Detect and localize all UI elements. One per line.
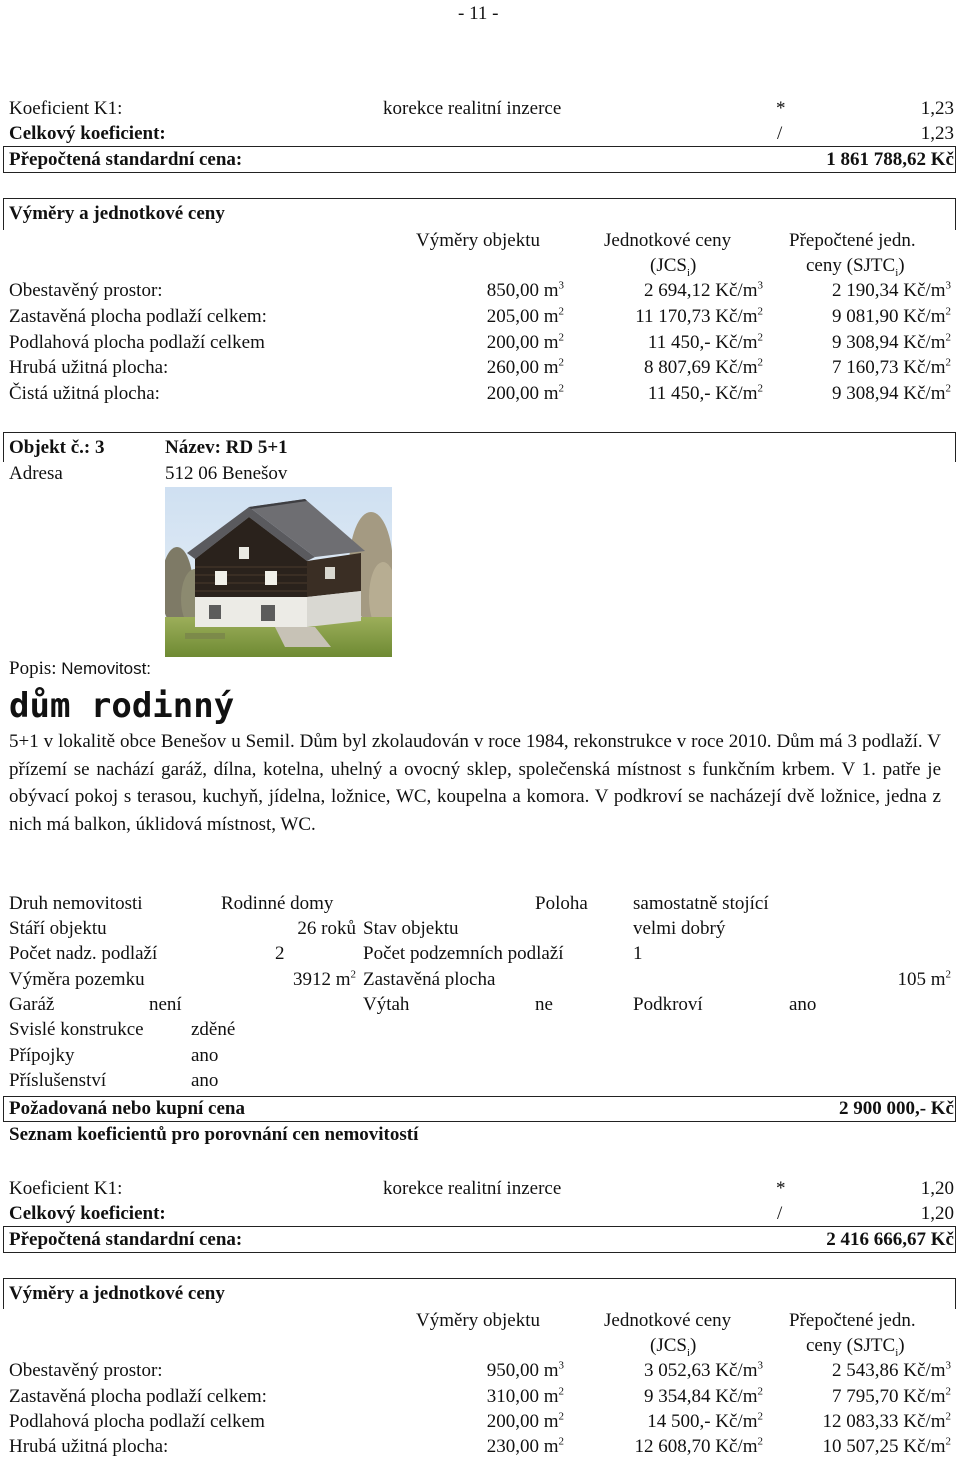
table1-row-area: 850,00 $m^3$ xyxy=(486,279,564,301)
stav-value: velmi dobrý xyxy=(633,918,726,939)
divider xyxy=(955,432,956,462)
total-coef-label: Celkový koeficient: xyxy=(9,123,166,144)
zastavena-label: Zastavěná plocha xyxy=(363,969,496,990)
vytah-value: ne xyxy=(535,994,553,1015)
divider xyxy=(3,1096,956,1097)
table2-col-area: Výměry objektu xyxy=(416,1310,541,1331)
table2-row-area: 950,00 $m^3$ xyxy=(486,1359,564,1381)
table1-row-unit: 11 450,- $Kč/m^2$ xyxy=(647,331,763,353)
divider xyxy=(3,198,956,199)
total-coef-op: / xyxy=(777,123,783,144)
table2-col-unit: Jednotkové ceny xyxy=(604,1310,732,1331)
k1-value: 1,23 xyxy=(920,98,954,119)
table2-row-unit: 3 052,63 $Kč/m^3$ xyxy=(644,1359,763,1381)
table1-row-area: 200,00 $m^2$ xyxy=(486,382,564,404)
table1-row-adjusted: 7 160,73 $Kč/m^2$ xyxy=(832,356,951,378)
zastavena-value: 105 $m^2$ xyxy=(897,968,951,990)
table2-row-unit: 14 500,- $Kč/m^2$ xyxy=(647,1410,763,1432)
table2-row-adjusted: 7 795,70 $Kč/m^2$ xyxy=(832,1385,951,1407)
table2-row-area: 230,00 $m^2$ xyxy=(486,1435,564,1457)
poloha-value: samostatně stojící xyxy=(633,893,769,914)
divider xyxy=(3,1252,956,1253)
divider xyxy=(3,146,4,173)
k1-op: * xyxy=(776,1178,786,1199)
table1-row-label: Zastavěná plocha podlaží celkem: xyxy=(9,306,267,327)
k1-desc: korekce realitní inzerce xyxy=(383,98,562,119)
property-description: 5+1 v lokalitě obce Benešov u Semil. Dům byl zkolaudován v roce 1984, rekonstrukce v roce 2010. Dům má 3 podlaží. V přízemí se nachází garáž, dílna, kotelna, uhelný a ovocný sklep, společenská místnost s funkčním krbem. V 1. patře je obývací pokoj s terasou, kuchyň, jídelna, ložnice, WC, koupelna a komora. V podkroví se nacházejí dvě ložnice, jedna z nich má balkon, úklidová místnost, WC. xyxy=(9,731,941,835)
table2-row-area: 310,00 $m^2$ xyxy=(486,1385,564,1407)
k1-desc: korekce realitní inzerce xyxy=(383,1178,562,1199)
table1-row-unit: 2 694,12 $Kč/m^3$ xyxy=(644,279,763,301)
k1-op: * xyxy=(776,98,786,119)
table1-row-unit: 11 170,73 $Kč/m^2$ xyxy=(635,305,763,327)
nadz-value: 2 xyxy=(275,943,285,964)
table2-row-label: Obestavěný prostor: xyxy=(9,1360,163,1381)
podkrovi-value: ano xyxy=(789,994,817,1015)
divider xyxy=(3,198,4,230)
popis-line xyxy=(9,658,151,680)
divider xyxy=(3,1278,4,1309)
druh-value: Rodinné domy xyxy=(221,893,334,914)
podkrovi-label: Podkroví xyxy=(633,994,703,1015)
table1-row-adjusted: 9 308,94 $Kč/m^2$ xyxy=(832,382,951,404)
svisle-label: Svislé konstrukce xyxy=(9,1019,144,1040)
table1-col-adjusted-sub: ceny $(SJTC_i)$ xyxy=(806,255,905,279)
divider xyxy=(3,1121,956,1122)
table2-row-label: Zastavěná plocha podlaží celkem: xyxy=(9,1386,267,1407)
table2-row-adjusted: 10 507,25 $Kč/m^2$ xyxy=(822,1435,951,1457)
divider xyxy=(3,1226,4,1253)
table2-row-adjusted: 2 543,86 $Kč/m^3$ xyxy=(832,1359,951,1381)
nadz-label: Počet nadz. podlaží xyxy=(9,943,158,964)
vytah-label: Výtah xyxy=(363,994,410,1015)
garaz-label: Garáž xyxy=(9,994,55,1015)
address-value: 512 06 Benešov xyxy=(165,463,288,484)
coef-list-heading: Seznam koeficientů pro porovnání cen nemovitostí xyxy=(9,1124,419,1145)
table1-row-label: Hrubá užitná plocha: xyxy=(9,357,169,378)
table1-title: Výměry a jednotkové ceny xyxy=(9,203,225,224)
adjusted-price-label: Přepočtená standardní cena: xyxy=(9,1229,243,1250)
divider xyxy=(955,1096,956,1122)
pozemek-label: Výměra pozemku xyxy=(9,969,145,990)
house-photo xyxy=(165,487,392,657)
divider xyxy=(3,1226,956,1227)
table1-col-area: Výměry objektu xyxy=(416,230,541,251)
total-coef-value: 1,20 xyxy=(920,1203,954,1224)
page-number: - 11 - xyxy=(458,3,499,24)
pripojky-label: Přípojky xyxy=(9,1045,75,1066)
table1-row-area: 205,00 $m^2$ xyxy=(486,305,564,327)
table2-col-unit-sub: $(JCS_i)$ xyxy=(650,1335,697,1359)
prislusenstvi-label: Příslušenství xyxy=(9,1070,107,1091)
total-coef-op: / xyxy=(777,1203,783,1224)
adjusted-price-value: 1 861 788,62 Kč xyxy=(826,149,954,170)
podz-label: Počet podzemních podlaží xyxy=(363,943,564,964)
stari-label: Stáří objektu xyxy=(9,918,107,939)
svisle-value: zděné xyxy=(191,1019,236,1040)
requested-price-label: Požadovaná nebo kupní cena xyxy=(9,1098,245,1119)
stari-value: 26 roků xyxy=(297,918,356,939)
k1-label: Koeficient K1: xyxy=(9,1178,123,1199)
object-number: Objekt č.: 3 xyxy=(9,437,105,458)
object-name: Název: RD 5+1 xyxy=(165,437,288,458)
table1-row-adjusted: 9 308,94 $Kč/m^2$ xyxy=(832,331,951,353)
podz-value: 1 xyxy=(633,943,643,964)
address-label: Adresa xyxy=(9,463,63,484)
pozemek-value: 3912 $m^2$ xyxy=(292,968,356,990)
poloha-label: Poloha xyxy=(535,893,588,914)
adjusted-price-label: Přepočtená standardní cena: xyxy=(9,149,243,170)
k1-value: 1,20 xyxy=(920,1178,954,1199)
table2-row-unit: 9 354,84 $Kč/m^2$ xyxy=(644,1385,763,1407)
total-coef-value: 1,23 xyxy=(920,123,954,144)
divider xyxy=(955,146,956,173)
popis-label: Popis: xyxy=(9,658,57,679)
prislusenstvi-value: ano xyxy=(191,1070,219,1091)
total-coef-label: Celkový koeficient: xyxy=(9,1203,166,1224)
table1-row-area: 260,00 $m^2$ xyxy=(486,356,564,378)
table1-row-label: Čistá užitná plocha: xyxy=(9,383,160,404)
table1-row-area: 200,00 $m^2$ xyxy=(486,331,564,353)
divider xyxy=(955,1226,956,1253)
table2-row-adjusted: 12 083,33 $Kč/m^2$ xyxy=(822,1410,951,1432)
garaz-value: není xyxy=(149,994,182,1015)
divider xyxy=(3,1096,4,1122)
pripojky-value: ano xyxy=(191,1045,219,1066)
adjusted-price-value: 2 416 666,67 Kč xyxy=(826,1229,954,1250)
stav-label: Stav objektu xyxy=(363,918,459,939)
table2-row-unit: 12 608,70 $Kč/m^2$ xyxy=(634,1435,763,1457)
table1-col-unit: Jednotkové ceny xyxy=(604,230,732,251)
druh-label: Druh nemovitosti xyxy=(9,893,143,914)
divider xyxy=(3,432,4,462)
requested-price-value: 2 900 000,- Kč xyxy=(838,1098,954,1119)
divider xyxy=(3,146,956,147)
table2-col-adjusted-sub: ceny $(SJTC_i)$ xyxy=(806,1335,905,1359)
divider xyxy=(3,1278,956,1279)
table1-col-unit-sub: $(JCS_i)$ xyxy=(650,255,697,279)
divider xyxy=(955,1278,956,1309)
table2-row-area: 200,00 $m^2$ xyxy=(486,1410,564,1432)
divider xyxy=(955,198,956,230)
table2-title: Výměry a jednotkové ceny xyxy=(9,1283,225,1304)
k1-label: Koeficient K1: xyxy=(9,98,123,119)
table1-row-adjusted: 2 190,34 $Kč/m^3$ xyxy=(832,279,951,301)
table1-row-unit: 8 807,69 $Kč/m^2$ xyxy=(644,356,763,378)
table2-row-label: Podlahová plocha podlaží celkem xyxy=(9,1411,265,1432)
table2-col-adjusted: Přepočtené jedn. xyxy=(789,1310,916,1331)
popis-type: Nemovitost: xyxy=(61,659,152,678)
divider xyxy=(3,172,956,173)
divider xyxy=(3,432,956,433)
table1-row-label: Obestavěný prostor: xyxy=(9,280,163,301)
table1-row-label: Podlahová plocha podlaží celkem xyxy=(9,332,265,353)
table1-row-adjusted: 9 081,90 $Kč/m^2$ xyxy=(832,305,951,327)
table2-row-label: Hrubá užitná plocha: xyxy=(9,1436,169,1457)
table1-row-unit: 11 450,- $Kč/m^2$ xyxy=(647,382,763,404)
table1-col-adjusted: Přepočtené jedn. xyxy=(789,230,916,251)
property-heading: dům rodinný xyxy=(9,686,235,726)
